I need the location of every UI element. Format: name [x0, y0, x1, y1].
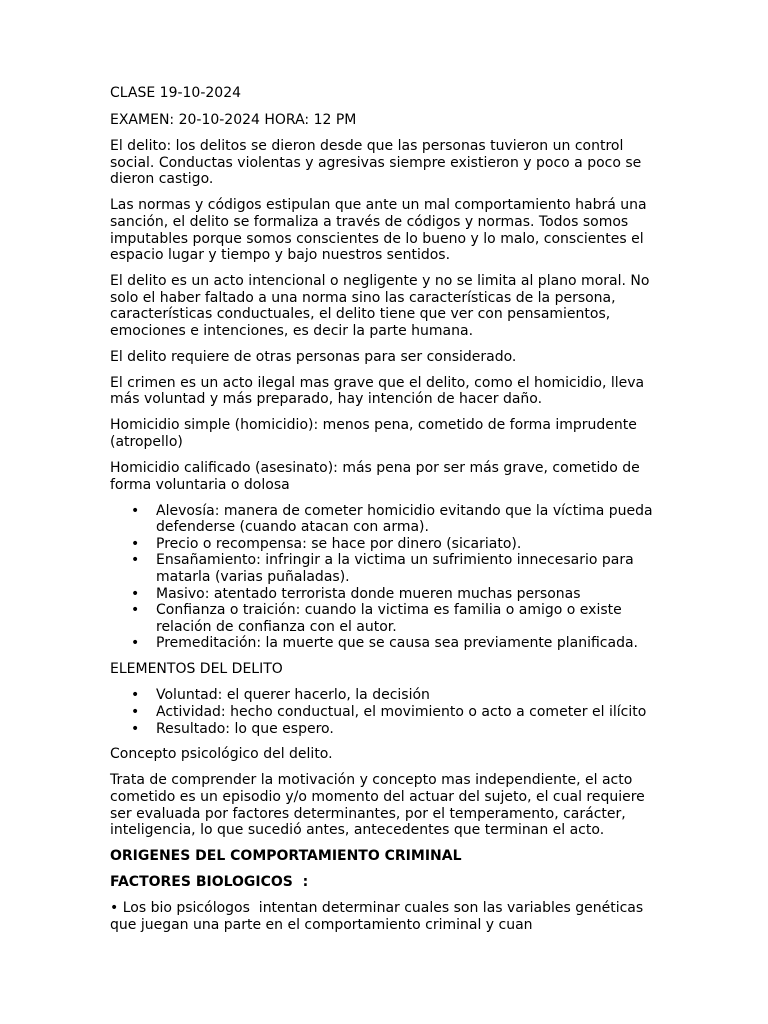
bullet-icon: •	[131, 585, 140, 602]
exam-date: EXAMEN: 20-10-2024 HORA: 12 PM	[110, 112, 357, 129]
bullet-icon: •	[131, 552, 140, 569]
paragraph-delito-origen: El delito: los delitos se dieron desde que las personas tuvieron un control social. Conductas violentas y agresivas siempre existieron y poco a poco se dieron castigo.	[110, 138, 642, 188]
list-item: • Alevosía: manera de cometer homicidio evitando que la víctima pueda defenderse (cuando atacan con arma).	[131, 502, 653, 536]
list-item: • Ensañamiento: infringir a la victima un sufrimiento innecesario para matarla (varias puñaladas).	[131, 552, 634, 585]
paragraph-homicidio-simple: Homicidio simple (homicidio): menos pena, cometido de forma imprudente (atropello)	[110, 417, 637, 451]
paragraph-otras-personas: El delito requiere de otras personas para ser considerado.	[110, 348, 517, 365]
homicidio-agravantes-list	[110, 503, 660, 652]
list-item: • Voluntad: el querer hacerlo, la decisión	[131, 687, 430, 704]
list-item: • Actividad: hecho conductual, el movimiento o acto a cometer el ilícito	[131, 703, 647, 720]
concepto-text: Trata de comprender la motivación y concepto mas independiente, el acto cometido es un episodio y/o momento del actuar del sujeto, el cual requiere ser evaluada por factores determinantes, por el temperamento, carácter, inteligencia, lo que sucedió antes, antecedentes que terminan el acto.	[110, 772, 645, 839]
list-item: • Precio o recompensa: se hace por dinero (sicariato).	[131, 535, 522, 552]
list-item: • Confianza o traición: cuando la victima es familia o amigo o existe relación de confianza con el autor.	[131, 602, 622, 635]
origenes-heading: ORIGENES DEL COMPORTAMIENTO CRIMINAL	[110, 848, 462, 865]
paragraph-crimen: El crimen es un acto ilegal mas grave que el delito, como el homicidio, lleva más voluntad y más preparado, hay intención de hacer daño.	[110, 374, 645, 408]
bullet-icon: •	[131, 703, 140, 720]
list-item: • Resultado: lo que espero.	[131, 720, 334, 737]
factores-biologicos-heading: FACTORES BIOLOGICOS :	[110, 874, 309, 891]
bullet-icon: •	[131, 720, 140, 737]
elementos-title: ELEMENTOS DEL DELITO	[110, 661, 283, 678]
bullet-icon: •	[131, 687, 140, 704]
paragraph-homicidio-calificado: Homicidio calificado (asesinato): más pena por ser más grave, cometido de forma voluntaria o dolosa	[110, 460, 640, 493]
class-date: CLASE 19-10-2024	[110, 85, 242, 101]
document-body	[110, 85, 660, 943]
bullet-icon: •	[131, 502, 140, 519]
list-item: • Masivo: atentado terrorista donde mueren muchas personas	[131, 585, 581, 602]
origenes-text: • Los bio psicólogos intentan determinar cuales son las variables genéticas que juegan una parte en el comportamiento criminal y cuan	[110, 900, 653, 933]
paragraph-normas: Las normas y códigos estipulan que ante un mal comportamiento habrá una sanción, el delito se formaliza a través de códigos y normas. Todos somos imputables porque somos conscientes de lo bueno y lo malo, conscientes el espacio lugar y tiempo y bajo nuestros sentidos.	[110, 197, 647, 264]
bullet-icon: •	[131, 602, 140, 619]
paragraph-delito-acto: El delito es un acto intencional o negligente y no se limita al plano moral. No solo el haber faltado a una norma sino las características de la persona, características conductuales, el delito tiene que ver con pensamientos, emociones e intenciones, es decir la parte humana.	[110, 273, 650, 339]
bullet-icon: •	[131, 535, 140, 552]
list-item: • Premeditación: la muerte que se causa sea previamente planificada.	[131, 635, 638, 652]
concepto-title: Concepto psicológico del delito.	[110, 746, 333, 763]
elementos-list	[110, 687, 660, 737]
bullet-icon: •	[131, 635, 140, 652]
